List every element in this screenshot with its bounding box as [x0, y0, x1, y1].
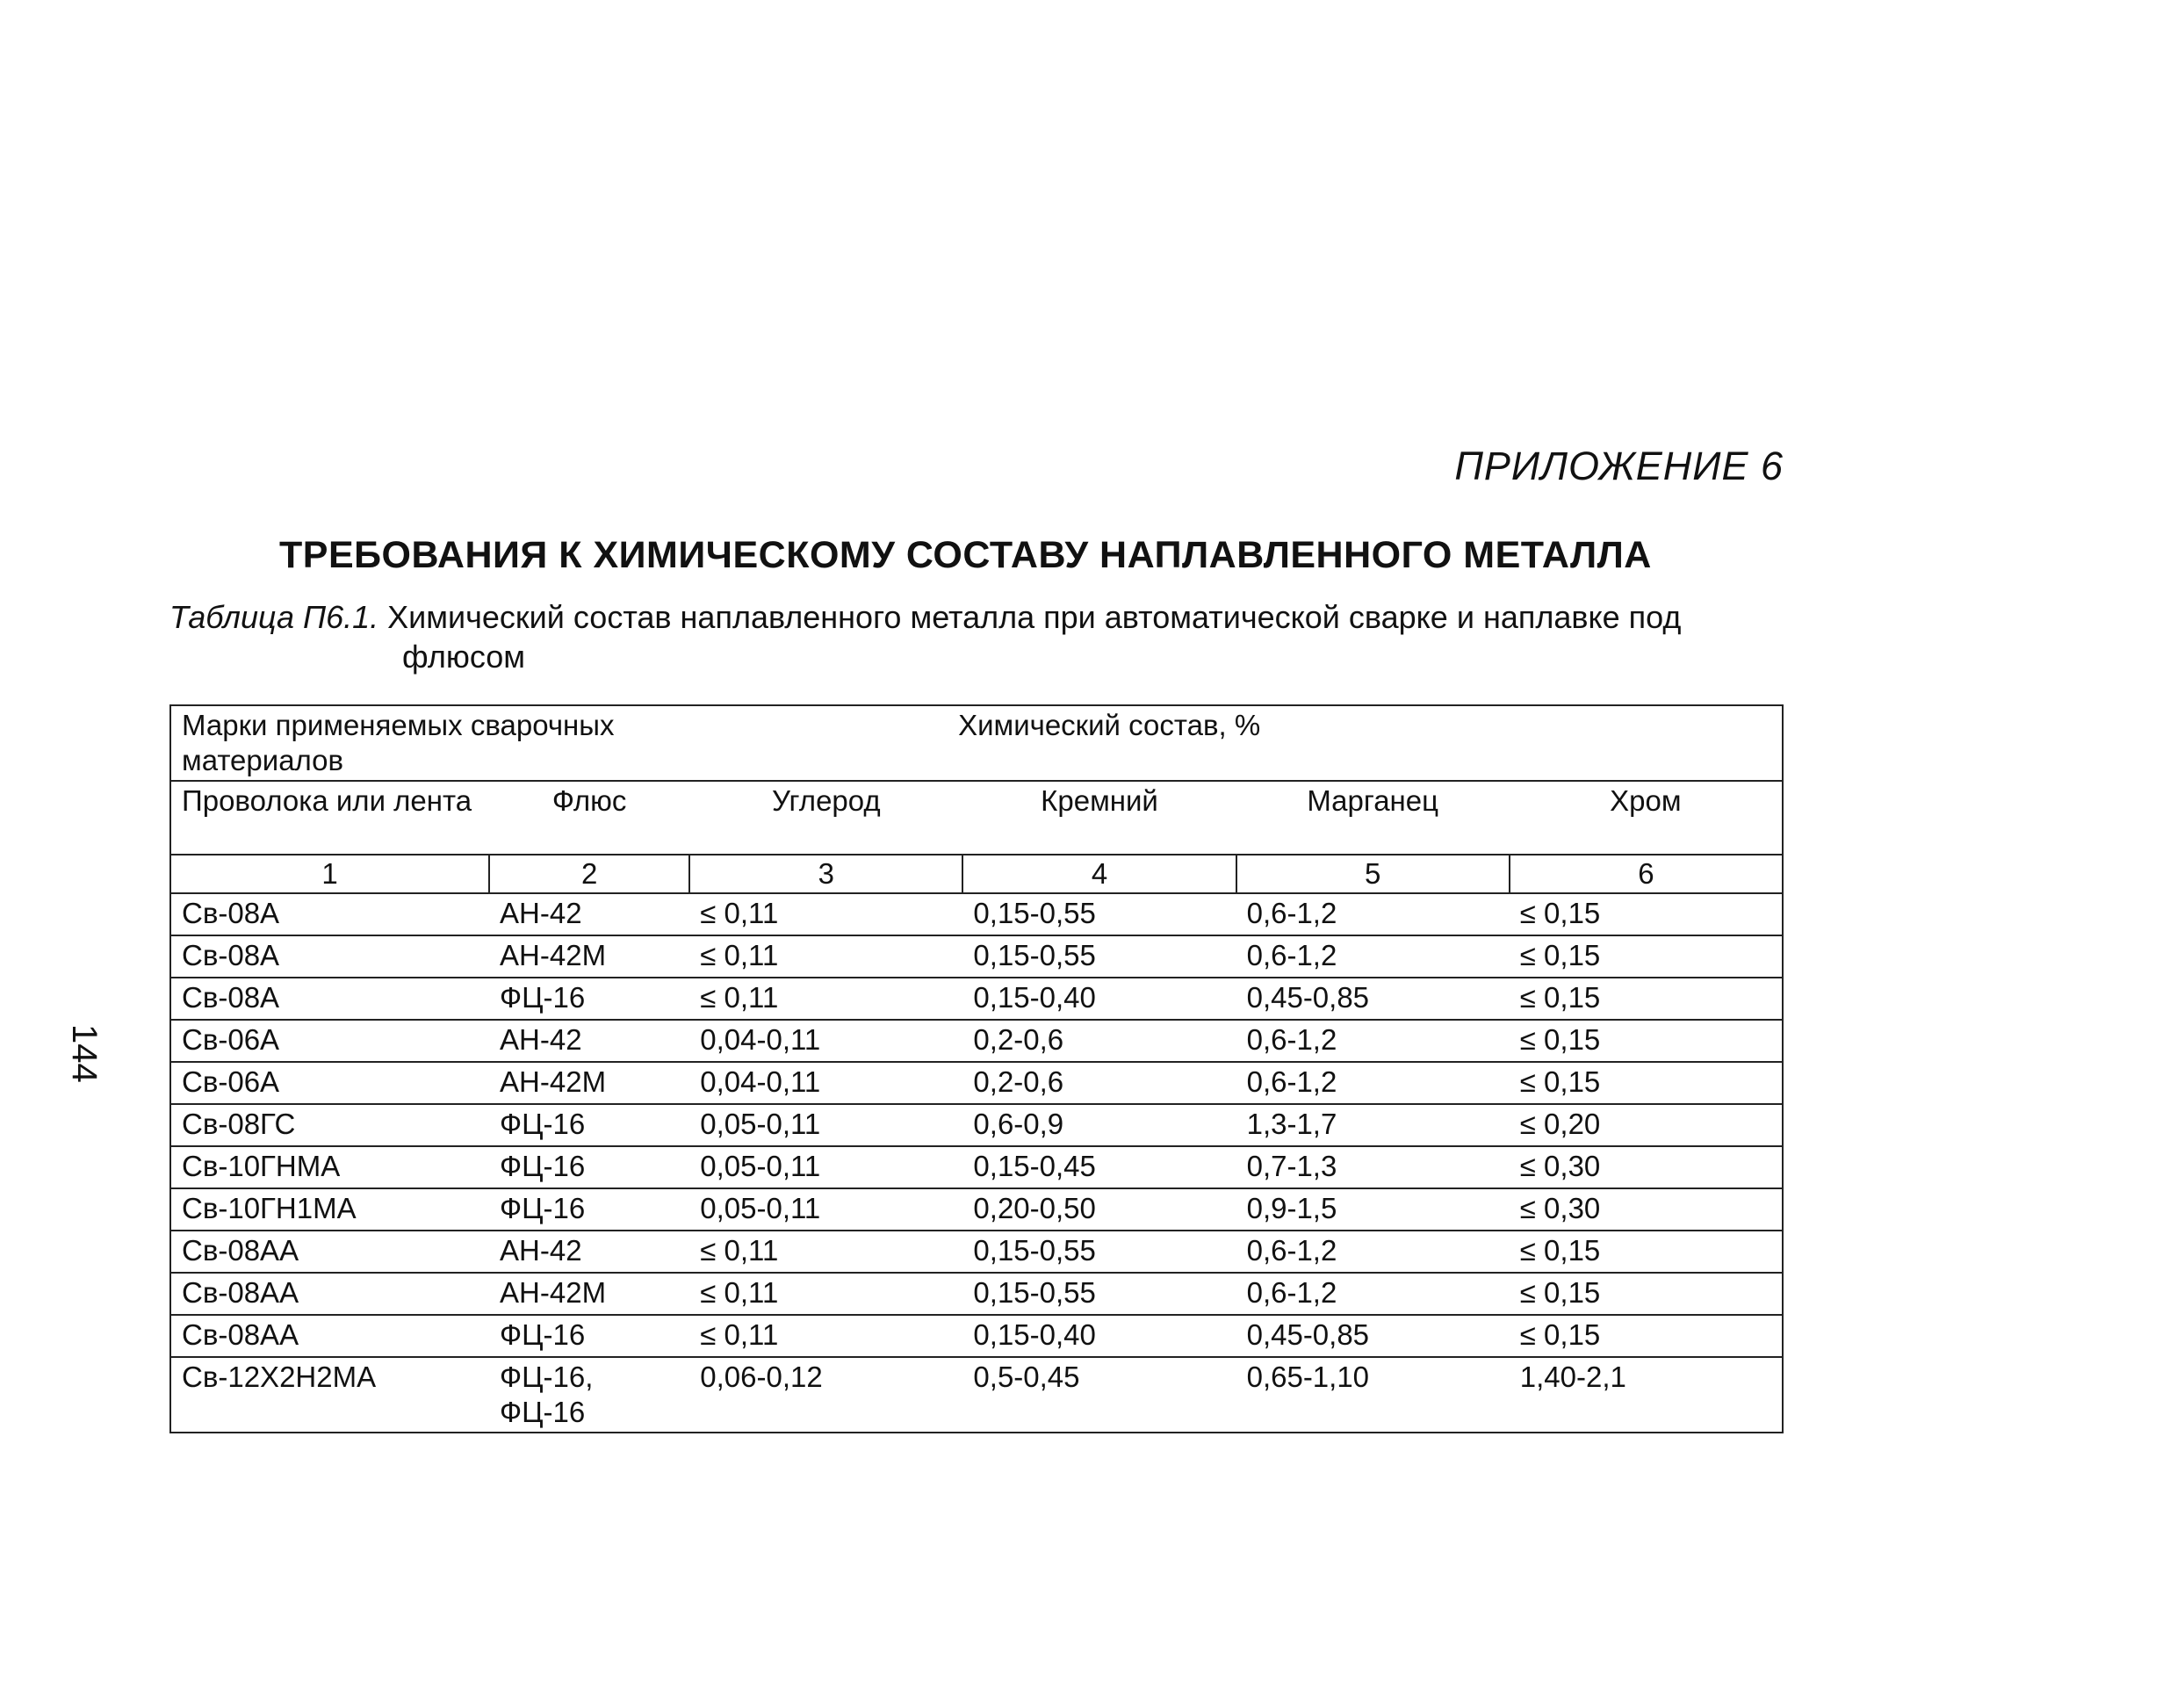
cell-carbon: 0,05-0,11 — [689, 1188, 962, 1231]
cell-manganese: 0,9-1,5 — [1236, 1188, 1510, 1231]
cell-wire: Св-08АА — [170, 1231, 489, 1273]
table-row — [170, 978, 1783, 1020]
column-number-row — [170, 855, 1783, 893]
cell-wire: Св-06А — [170, 1020, 489, 1062]
cell-flux-line: ФЦ-16 — [500, 1192, 586, 1224]
cell-flux-line: ФЦ-16 — [500, 981, 586, 1014]
cell-silicon: 0,2-0,6 — [962, 1020, 1236, 1062]
table-row — [170, 935, 1783, 978]
cell-manganese: 1,3-1,7 — [1236, 1104, 1510, 1146]
header-composition: Химический состав, % — [689, 705, 1783, 781]
cell-carbon: 0,06-0,12 — [689, 1357, 962, 1433]
cell-manganese: 0,45-0,85 — [1236, 1315, 1510, 1357]
cell-manganese: 0,6-1,2 — [1236, 1273, 1510, 1315]
cell-silicon: 0,15-0,55 — [962, 893, 1236, 935]
table-caption — [169, 597, 1768, 676]
cell-wire: Св-10ГН1МА — [170, 1188, 489, 1231]
cell-manganese: 0,6-1,2 — [1236, 1062, 1510, 1104]
cell-flux — [489, 1357, 689, 1433]
cell-chrome: ≤ 0,15 — [1510, 1020, 1783, 1062]
cell-wire: Св-12Х2Н2МА — [170, 1357, 489, 1433]
cell-silicon: 0,20-0,50 — [962, 1188, 1236, 1231]
cell-manganese: 0,7-1,3 — [1236, 1146, 1510, 1188]
header-materials: Марки применяемых сварочных материалов — [170, 705, 689, 781]
cell-chrome: ≤ 0,15 — [1510, 978, 1783, 1020]
cell-carbon: ≤ 0,11 — [689, 893, 962, 935]
table-caption-label: Таблица П6.1. — [169, 599, 379, 635]
cell-flux-line: АН-42 — [500, 897, 582, 929]
header-carbon: Углерод — [689, 781, 962, 855]
table-row — [170, 1231, 1783, 1273]
cell-carbon: ≤ 0,11 — [689, 1231, 962, 1273]
cell-chrome: ≤ 0,15 — [1510, 893, 1783, 935]
cell-flux — [489, 1062, 689, 1104]
page-title: ТРЕБОВАНИЯ К ХИМИЧЕСКОМУ СОСТАВУ НАПЛАВЛЕННОГО МЕТАЛЛА — [279, 534, 1652, 576]
table-row — [170, 893, 1783, 935]
cell-carbon: 0,05-0,11 — [689, 1146, 962, 1188]
cell-flux — [489, 1020, 689, 1062]
cell-carbon: ≤ 0,11 — [689, 1315, 962, 1357]
cell-silicon: 0,5-0,45 — [962, 1357, 1236, 1433]
table-caption-line1: Химический состав наплавленного металла при автоматической сварке и наплавке под — [378, 599, 1682, 635]
cell-flux-line: ФЦ-16, — [500, 1361, 594, 1393]
cell-chrome: ≤ 0,15 — [1510, 1273, 1783, 1315]
cell-flux — [489, 893, 689, 935]
cell-chrome: ≤ 0,30 — [1510, 1146, 1783, 1188]
cell-carbon: ≤ 0,11 — [689, 935, 962, 978]
cell-wire: Св-08АА — [170, 1315, 489, 1357]
table-header-row — [170, 781, 1783, 855]
cell-flux-line: АН-42 — [500, 1023, 582, 1056]
cell-carbon: ≤ 0,11 — [689, 1273, 962, 1315]
appendix-label: ПРИЛОЖЕНИЕ 6 — [1454, 444, 1784, 488]
table-row — [170, 1357, 1783, 1433]
cell-silicon: 0,15-0,40 — [962, 1315, 1236, 1357]
column-number: 4 — [962, 855, 1236, 893]
cell-flux — [489, 1146, 689, 1188]
cell-silicon: 0,15-0,55 — [962, 1231, 1236, 1273]
cell-flux-line: ФЦ-16 — [500, 1108, 586, 1140]
cell-flux-line: АН-42 — [500, 1234, 582, 1267]
cell-flux — [489, 1188, 689, 1231]
cell-flux-line: АН-42М — [500, 1065, 607, 1098]
cell-wire: Св-10ГНМА — [170, 1146, 489, 1188]
page-number: 144 — [65, 1024, 104, 1083]
cell-chrome: ≤ 0,15 — [1510, 1062, 1783, 1104]
cell-flux — [489, 1315, 689, 1357]
cell-chrome: 1,40-2,1 — [1510, 1357, 1783, 1433]
cell-flux — [489, 935, 689, 978]
cell-manganese: 0,6-1,2 — [1236, 893, 1510, 935]
table-caption-line2: флюсом — [402, 639, 526, 675]
cell-manganese: 0,6-1,2 — [1236, 935, 1510, 978]
cell-flux-line: ФЦ-16 — [500, 1396, 586, 1428]
header-wire: Проволока или лента — [170, 781, 489, 855]
cell-manganese: 0,65-1,10 — [1236, 1357, 1510, 1433]
cell-silicon: 0,2-0,6 — [962, 1062, 1236, 1104]
cell-silicon: 0,6-0,9 — [962, 1104, 1236, 1146]
cell-wire: Св-08АА — [170, 1273, 489, 1315]
cell-chrome: ≤ 0,20 — [1510, 1104, 1783, 1146]
cell-manganese: 0,6-1,2 — [1236, 1020, 1510, 1062]
cell-wire: Св-08ГС — [170, 1104, 489, 1146]
cell-wire: Св-06А — [170, 1062, 489, 1104]
table-row — [170, 1315, 1783, 1357]
cell-carbon: 0,05-0,11 — [689, 1104, 962, 1146]
composition-table — [169, 704, 1784, 1433]
cell-wire: Св-08А — [170, 935, 489, 978]
cell-chrome: ≤ 0,15 — [1510, 1315, 1783, 1357]
column-number: 6 — [1510, 855, 1783, 893]
cell-carbon: 0,04-0,11 — [689, 1062, 962, 1104]
cell-wire: Св-08А — [170, 893, 489, 935]
cell-wire: Св-08А — [170, 978, 489, 1020]
cell-carbon: 0,04-0,11 — [689, 1020, 962, 1062]
cell-carbon: ≤ 0,11 — [689, 978, 962, 1020]
cell-chrome: ≤ 0,15 — [1510, 1231, 1783, 1273]
column-number: 3 — [689, 855, 962, 893]
table-row — [170, 1188, 1783, 1231]
cell-silicon: 0,15-0,45 — [962, 1146, 1236, 1188]
cell-flux — [489, 1104, 689, 1146]
cell-manganese: 0,6-1,2 — [1236, 1231, 1510, 1273]
table-row — [170, 1020, 1783, 1062]
cell-silicon: 0,15-0,55 — [962, 935, 1236, 978]
cell-chrome: ≤ 0,15 — [1510, 935, 1783, 978]
column-number: 5 — [1236, 855, 1510, 893]
cell-flux — [489, 978, 689, 1020]
table-row — [170, 1104, 1783, 1146]
cell-flux-line: ФЦ-16 — [500, 1150, 586, 1182]
table-row — [170, 1062, 1783, 1104]
cell-flux-line: АН-42М — [500, 1276, 607, 1309]
cell-chrome: ≤ 0,30 — [1510, 1188, 1783, 1231]
cell-silicon: 0,15-0,55 — [962, 1273, 1236, 1315]
cell-flux-line: ФЦ-16 — [500, 1318, 586, 1351]
header-silicon: Кремний — [962, 781, 1236, 855]
cell-manganese: 0,45-0,85 — [1236, 978, 1510, 1020]
table-row — [170, 1146, 1783, 1188]
table-row — [170, 1273, 1783, 1315]
header-chrome: Хром — [1510, 781, 1783, 855]
header-flux: Флюс — [489, 781, 689, 855]
table-header-group-row — [170, 705, 1783, 781]
header-manganese: Марганец — [1236, 781, 1510, 855]
cell-silicon: 0,15-0,40 — [962, 978, 1236, 1020]
cell-flux — [489, 1273, 689, 1315]
cell-flux-line: АН-42М — [500, 939, 607, 971]
column-number: 2 — [489, 855, 689, 893]
column-number: 1 — [170, 855, 489, 893]
cell-flux — [489, 1231, 689, 1273]
